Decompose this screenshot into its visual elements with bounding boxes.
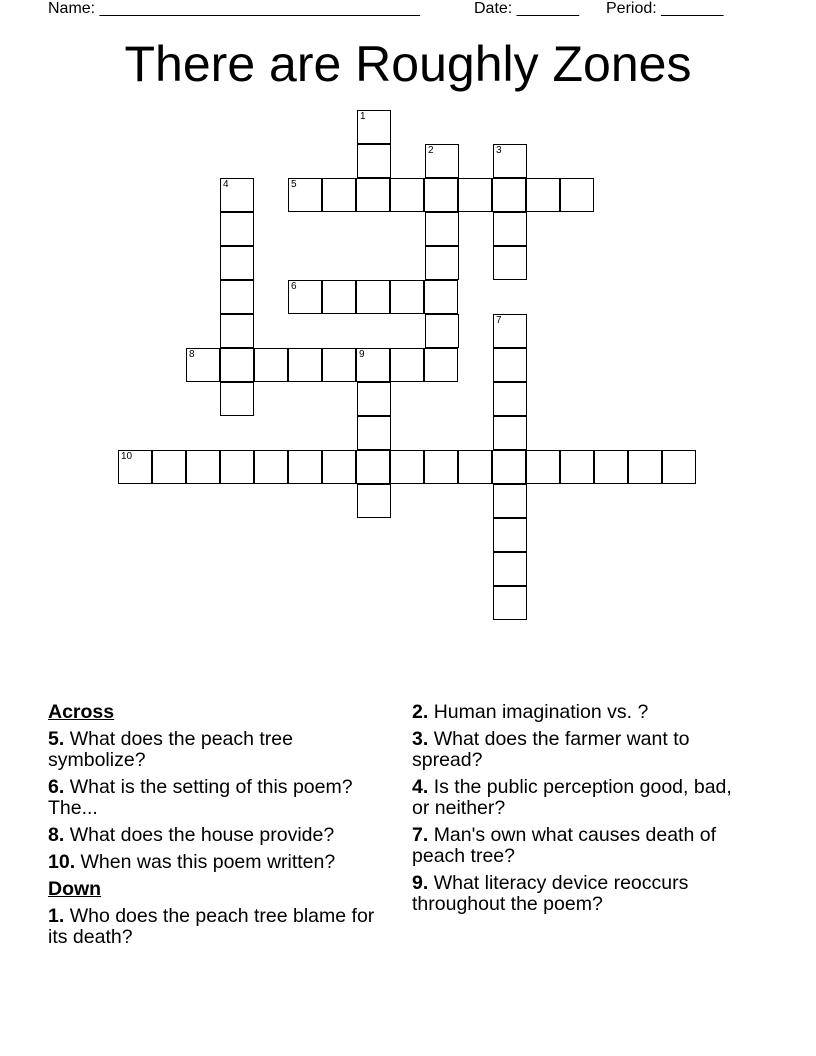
grid-cell[interactable]	[357, 144, 391, 178]
clue-number-7: 7	[496, 315, 502, 326]
grid-cell[interactable]	[493, 586, 527, 620]
grid-cell[interactable]	[220, 450, 254, 484]
grid-cell[interactable]	[492, 450, 526, 484]
clue-down-7: 7. Man's own what causes death of peach tree?	[412, 824, 716, 867]
clue-across-8: 8. What does the house provide?	[48, 824, 335, 846]
grid-cell[interactable]	[220, 212, 254, 246]
grid-cell[interactable]	[662, 450, 696, 484]
grid-cell[interactable]	[628, 450, 662, 484]
grid-cell[interactable]	[424, 178, 458, 212]
grid-cell[interactable]	[322, 280, 356, 314]
clue-down-2: 2. Human imagination vs. ?	[412, 701, 649, 723]
grid-cell[interactable]	[356, 280, 390, 314]
clue-down-4: 4. Is the public perception good, bad, or neither?	[412, 776, 732, 819]
clue-across-10: 10. When was this poem written?	[48, 851, 336, 873]
grid-cell[interactable]	[458, 450, 492, 484]
grid-cell[interactable]	[288, 280, 322, 314]
date-blank: _______	[516, 0, 579, 17]
grid-cell[interactable]	[425, 212, 459, 246]
grid-cell[interactable]	[356, 450, 390, 484]
period-label: Period:	[606, 0, 657, 17]
clues-left-column	[48, 702, 386, 954]
grid-cell[interactable]	[152, 450, 186, 484]
grid-cell[interactable]	[493, 144, 527, 178]
grid-cell[interactable]	[526, 450, 560, 484]
clue-down-1: 1. Who does the peach tree blame for its death?	[48, 905, 375, 948]
grid-cell[interactable]	[390, 348, 424, 382]
grid-cell[interactable]	[220, 382, 254, 416]
clue-number-6: 6	[291, 281, 297, 292]
clue-down-3: 3. What does the farmer want to spread?	[412, 728, 690, 771]
name-label: Name:	[48, 0, 96, 17]
grid-cell[interactable]	[493, 484, 527, 518]
grid-cell[interactable]	[357, 416, 391, 450]
grid-cell[interactable]	[390, 178, 424, 212]
clue-number-3: 3	[496, 145, 502, 156]
grid-cell[interactable]	[288, 178, 322, 212]
grid-cell[interactable]	[357, 382, 391, 416]
date-label: Date:	[474, 0, 513, 17]
grid-cell[interactable]	[356, 348, 390, 382]
clue-down-9: 9. What literacy device reoccurs throughout the poem?	[412, 872, 689, 915]
grid-cell[interactable]	[322, 348, 356, 382]
clue-across-5: 5. What does the peach tree symbolize?	[48, 728, 293, 771]
grid-cell[interactable]	[390, 280, 424, 314]
clue-number-9: 9	[359, 349, 365, 360]
grid-cell[interactable]	[220, 280, 254, 314]
grid-cell[interactable]	[424, 450, 458, 484]
grid-cell[interactable]	[254, 450, 288, 484]
grid-cell[interactable]	[560, 178, 594, 212]
clue-number-10: 10	[121, 451, 133, 462]
grid-cell[interactable]	[288, 348, 322, 382]
grid-cell[interactable]	[220, 314, 254, 348]
clues-right-column	[412, 702, 752, 921]
grid-cell[interactable]	[254, 348, 288, 382]
grid-cell[interactable]	[493, 246, 527, 280]
grid-cell[interactable]	[526, 178, 560, 212]
grid-cell[interactable]	[493, 416, 527, 450]
grid-cell[interactable]	[322, 450, 356, 484]
grid-cell[interactable]	[424, 280, 458, 314]
grid-cell[interactable]	[220, 178, 254, 212]
clue-across-6: 6. What is the setting of this poem? The...	[48, 776, 353, 819]
grid-cell[interactable]	[390, 450, 424, 484]
grid-cell[interactable]	[288, 450, 322, 484]
across-heading: Across	[48, 701, 115, 723]
grid-cell[interactable]	[493, 382, 527, 416]
grid-cell[interactable]	[220, 246, 254, 280]
grid-cell[interactable]	[425, 144, 459, 178]
grid-cell[interactable]	[356, 178, 390, 212]
grid-cell[interactable]	[493, 518, 527, 552]
clue-number-5: 5	[291, 179, 297, 190]
grid-cell[interactable]	[357, 110, 391, 144]
grid-cell[interactable]	[493, 314, 527, 348]
grid-cell[interactable]	[594, 450, 628, 484]
period-blank: _______	[661, 0, 724, 17]
grid-cell[interactable]	[186, 450, 220, 484]
grid-cell[interactable]	[492, 178, 526, 212]
grid-cell[interactable]	[493, 348, 527, 382]
clue-number-1: 1	[360, 111, 366, 122]
grid-cell[interactable]	[424, 348, 458, 382]
grid-cell[interactable]	[493, 552, 527, 586]
grid-cell[interactable]	[493, 212, 527, 246]
grid-cell[interactable]	[186, 348, 220, 382]
grid-cell[interactable]	[560, 450, 594, 484]
grid-cell[interactable]	[425, 314, 459, 348]
puzzle-title: There are Roughly Zones	[124, 36, 692, 92]
down-heading: Down	[48, 878, 102, 900]
grid-cell[interactable]	[458, 178, 492, 212]
clue-number-2: 2	[428, 145, 434, 156]
grid-cell[interactable]	[118, 450, 152, 484]
grid-cell[interactable]	[322, 178, 356, 212]
clue-number-4: 4	[223, 179, 229, 190]
grid-cell[interactable]	[357, 484, 391, 518]
grid-cell[interactable]	[220, 348, 254, 382]
grid-cell[interactable]	[425, 246, 459, 280]
clue-number-8: 8	[189, 349, 195, 360]
name-blank: ____________________________________	[99, 0, 420, 17]
